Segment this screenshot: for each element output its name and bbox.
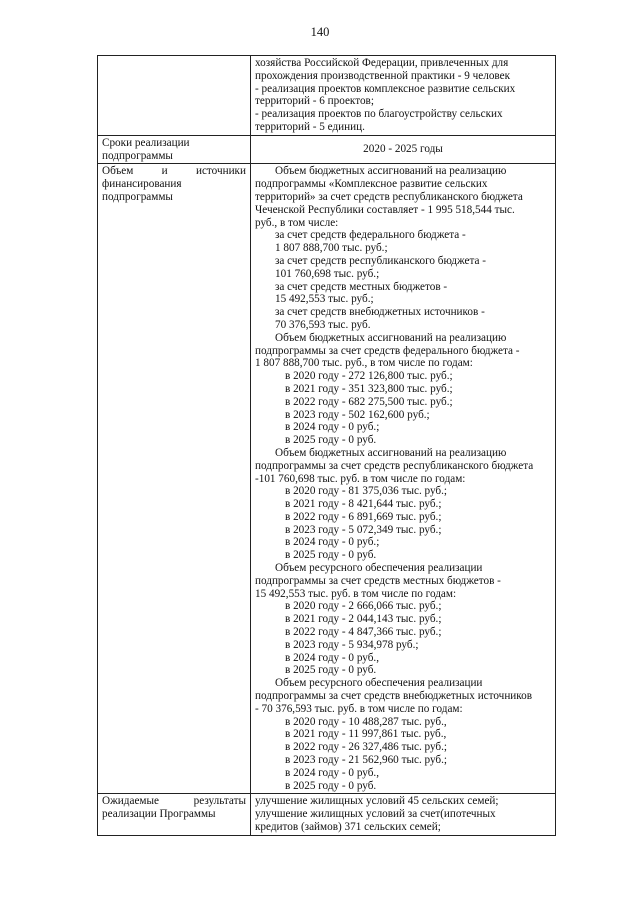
federal-line: 1 807 888,700 тыс. руб., в том числе по годам: (255, 357, 473, 370)
text-line: территорий - 6 проектов; (255, 95, 374, 108)
label-word: Ожидаемые (102, 795, 159, 808)
republic-year: в 2023 году - 5 072,349 тыс. руб.; (285, 523, 442, 536)
federal-year: в 2023 году - 502 162,600 руб.; (285, 408, 430, 421)
terms-row (98, 135, 556, 164)
republic-line: -101 760,698 тыс. руб. в том числе по годам: (255, 472, 466, 485)
extrabudget-year: в 2022 году - 26 327,486 тыс. руб.; (285, 741, 448, 754)
local-head: Объем ресурсного обеспечения реализации (275, 562, 483, 575)
text-line: хозяйства Российской Федерации, привлеченных для (255, 57, 509, 69)
source-line: за счет средств местных бюджетов - (275, 280, 448, 293)
results-row (98, 794, 556, 835)
federal-year: в 2022 году - 682 275,500 тыс. руб.; (285, 395, 453, 408)
financing-intro: Чеченской Республики составляет - 1 995 518,544 тыс. (255, 203, 515, 216)
terms-value-cell (251, 135, 556, 164)
results-label: реализации Программы (102, 808, 216, 821)
local-line: 15 492,553 тыс. руб. в том числе по годам: (255, 587, 457, 600)
source-line: за счет средств республиканского бюджета - (275, 254, 487, 267)
extrabudget-year: в 2020 году - 10 488,287 тыс. руб., (285, 715, 447, 728)
extrabudget-year: в 2023 году - 21 562,960 тыс. руб.; (285, 754, 448, 767)
local-year: в 2021 году - 2 044,143 тыс. руб.; (285, 613, 442, 626)
terms-label-cell (98, 135, 251, 164)
financing-label (102, 165, 246, 178)
republic-head: Объем бюджетных ассигнований на реализацию (275, 446, 507, 459)
republic-year: в 2025 году - 0 руб. (285, 549, 377, 562)
local-year: в 2022 году - 4 847,366 тыс. руб.; (285, 626, 442, 639)
label-word: источники (195, 165, 246, 178)
label-word: Объем (102, 165, 134, 178)
page-number: 140 (310, 25, 330, 39)
federal-year: в 2024 году - 0 руб.; (285, 421, 380, 434)
terms-value: 2020 - 2025 годы (363, 143, 443, 156)
financing-label-cell (98, 164, 251, 794)
federal-year: в 2020 году - 272 126,800 тыс. руб.; (285, 370, 453, 383)
text-line: - реализация проектов по благоустройству сельских (255, 108, 503, 121)
text-line: - реализация проектов комплексное развитие сельских (255, 82, 516, 95)
extrabudget-year: в 2025 году - 0 руб. (285, 779, 377, 792)
results-line: улучшение жилищных условий 45 сельских семей; (255, 795, 499, 808)
local-year: в 2024 году - 0 руб., (285, 651, 380, 664)
terms-label: подпрограммы (102, 149, 173, 162)
text-line: территорий - 5 единиц. (255, 120, 365, 133)
text-line: прохождения производственной практики - 9 человек (255, 69, 511, 82)
source-line: 1 807 888,700 тыс. руб.; (275, 242, 388, 255)
extrabudget-line: - 70 376,593 тыс. руб. в том числе по годам: (255, 702, 463, 715)
republic-year: в 2021 году - 8 421,644 тыс. руб.; (285, 498, 442, 511)
federal-line: подпрограммы за счет средств федерального бюджета - (255, 344, 520, 357)
local-year: в 2020 году - 2 666,066 тыс. руб.; (285, 600, 442, 613)
republic-year: в 2024 году - 0 руб.; (285, 536, 380, 549)
source-line: 70 376,593 тыс. руб. (275, 318, 371, 331)
republic-year: в 2022 году - 6 891,669 тыс. руб.; (285, 510, 442, 523)
extrabudget-head: Объем ресурсного обеспечения реализации (275, 677, 483, 690)
continuation-label-cell (98, 56, 251, 136)
results-label (102, 795, 246, 808)
financing-label: финансирования (102, 178, 182, 191)
continuation-row (98, 56, 556, 136)
federal-year: в 2025 году - 0 руб. (285, 434, 377, 447)
republic-year: в 2020 году - 81 375,036 тыс. руб.; (285, 485, 448, 498)
source-line: за счет средств внебюджетных источников - (275, 306, 485, 319)
results-value-cell (251, 794, 556, 835)
local-line: подпрограммы за счет средств местных бюджетов - (255, 574, 501, 587)
financing-intro: Объем бюджетных ассигнований на реализацию (275, 165, 507, 178)
federal-year: в 2021 году - 351 323,800 тыс. руб.; (285, 382, 453, 395)
continuation-value-cell (251, 56, 556, 136)
extrabudget-line: подпрограммы за счет средств внебюджетных источников (255, 690, 533, 703)
label-word: и (161, 165, 168, 178)
federal-head: Объем бюджетных ассигнований на реализацию (275, 331, 507, 344)
results-label-cell (98, 794, 251, 835)
extrabudget-year: в 2024 году - 0 руб., (285, 766, 380, 779)
source-line: 101 760,698 тыс. руб.; (275, 267, 380, 280)
financing-intro: руб., в том числе: (255, 216, 339, 229)
financing-intro: подпрограммы «Комплексное развитие сельских (255, 178, 488, 191)
results-line: улучшение жилищных условий за счет(ипотечных (255, 808, 496, 821)
label-word: результаты (193, 795, 246, 808)
local-year: в 2025 году - 0 руб. (285, 664, 377, 677)
terms-label: Сроки реализации (102, 136, 190, 149)
source-line: за счет средств федерального бюджета - (275, 229, 466, 242)
financing-label: подпрограммы (102, 190, 173, 203)
results-line: кредитов (займов) 371 сельских семей; (255, 821, 441, 834)
financing-value-cell (251, 164, 556, 794)
financing-intro: территорий» за счет средств республиканского бюджета (255, 190, 523, 203)
republic-line: подпрограммы за счет средств республиканского бюджета (255, 459, 534, 472)
financing-row (98, 164, 556, 794)
subprogram-passport-table (97, 55, 556, 836)
extrabudget-year: в 2021 году - 11 997,861 тыс. руб., (285, 728, 447, 741)
source-line: 15 492,553 тыс. руб.; (275, 293, 374, 306)
local-year: в 2023 году - 5 934,978 руб.; (285, 638, 419, 651)
